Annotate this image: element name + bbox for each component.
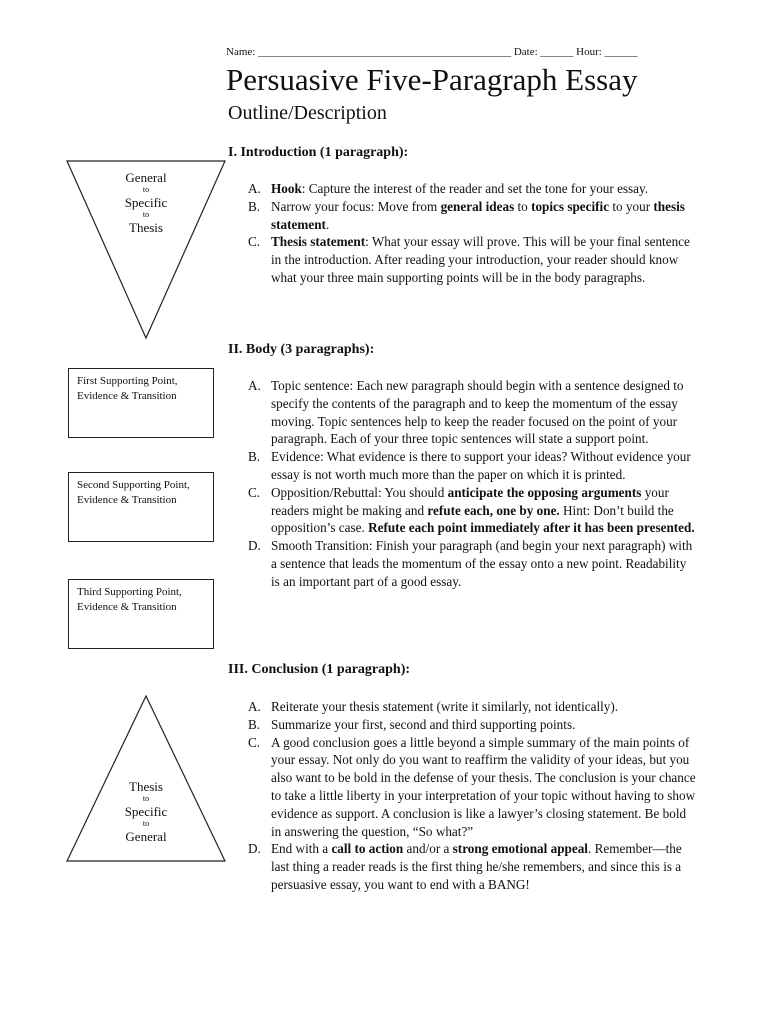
- list-item: [248, 484, 698, 537]
- page-subtitle: Outline/Description: [228, 102, 387, 124]
- list-item-text: to: [514, 198, 532, 214]
- body-list: [248, 377, 698, 591]
- list-item-bold-text: thesis statement: [271, 198, 685, 232]
- list-item-text: Topic sentence: Each new paragraph should begin with a sentence designed to specify the contents of the paragraph and to keep the momentum of the essay moving. Topic sentences help to keep the reader focused on the point of your paragraph. Each of your three topic sentences will state a support point.: [271, 378, 684, 447]
- list-item-marker: B.: [248, 449, 261, 465]
- list-item-text: Summarize your first, second and third supporting points.: [271, 716, 576, 732]
- list-item-bold-text: refute each, one by one.: [427, 502, 560, 518]
- list-item-text: and/or a: [403, 841, 453, 857]
- box-line-1: Third Supporting Point,: [77, 586, 182, 598]
- conclusion-pyramid-labels: [106, 779, 186, 844]
- list-item-bold-text: general ideas: [440, 198, 515, 214]
- conclusion-heading: III. Conclusion (1 paragraph):: [228, 662, 411, 677]
- box-line-2: Evidence & Transition: [77, 494, 177, 506]
- list-item-text: End with a: [271, 841, 332, 857]
- list-item-text: Hint: Don’t build the opposition’s case.: [271, 502, 674, 536]
- conclusion-list: [248, 698, 698, 894]
- pyramid-label-to-1: to: [142, 794, 150, 803]
- name-date-hour-line: Name: ______________________________________________ Date: ______ Hour: ______: [226, 46, 638, 58]
- list-item-text: to your: [609, 198, 654, 214]
- list-item-bold-text: anticipate the opposing arguments: [447, 484, 642, 500]
- list-item: [248, 716, 698, 734]
- list-item-text: Narrow your focus: Move from: [271, 198, 441, 214]
- list-item-marker: D.: [248, 841, 261, 857]
- list-item-bold-text: Refute each point immediately after it has been presented.: [368, 520, 695, 536]
- box-line-2: Evidence & Transition: [77, 390, 177, 402]
- pyramid-label-thesis: Thesis: [129, 779, 163, 794]
- list-item: [248, 233, 698, 286]
- list-item-marker: A.: [248, 699, 261, 714]
- list-item-text: : Capture the interest of the reader and set the tone for your essay.: [301, 181, 649, 196]
- list-item-text: : What your essay will prove. This will be your final sentence in the introduction. After reading your introduction, your reader should know what your three main supporting points will be in the body paragraphs.: [271, 234, 690, 285]
- list-item-marker: A.: [248, 378, 261, 393]
- first-supporting-point-box: [68, 368, 214, 438]
- list-item-text: your readers might be making and: [271, 484, 669, 518]
- introduction-heading: I. Introduction (1 paragraph):: [228, 145, 409, 160]
- list-item: [248, 840, 698, 893]
- list-item-text: . Remember—the last thing a reader reads is the first thing he/she remembers, and since this is a persuasive essay, you want to end with a BANG!: [271, 841, 682, 892]
- list-item-marker: C.: [248, 734, 261, 750]
- list-item-text: A good conclusion goes a little beyond a simple summary of the main points of your essay. Not only do you want to reaffirm the validity of your ideas, but you also want to be bold in the defense of your thesis. The conclusion is your chance to take a little liberty in your interpretation of your topic without having to show evidence as support. A conclusion is like a lawyer’s closing statement. Be bold in answering the question, “So what?”: [271, 734, 696, 839]
- third-supporting-point-box: [68, 579, 214, 649]
- list-item: [248, 180, 698, 198]
- second-supporting-point-box: [68, 472, 214, 542]
- list-item-text: Opposition/Rebuttal: You should: [271, 484, 448, 500]
- list-item-bold-text: topics specific: [531, 198, 610, 214]
- list-item-bold-text: strong emotional appeal: [452, 841, 588, 857]
- list-item: [248, 698, 698, 716]
- list-item-text: Evidence: What evidence is there to support your ideas? Without evidence your essay is not worth much more than the paper on which it is printed.: [271, 449, 691, 482]
- list-item-bold-text: call to action: [331, 841, 404, 857]
- list-item-marker: B.: [248, 198, 261, 214]
- pyramid-label-specific: Specific: [124, 804, 168, 819]
- list-item-text: Reiterate your thesis statement (write it similarly, not identically).: [271, 699, 619, 714]
- list-item-marker: C.: [248, 234, 261, 250]
- funnel-label-general: General: [125, 170, 167, 185]
- introduction-list: [248, 180, 698, 287]
- list-item-text: .: [325, 216, 330, 232]
- list-item-marker: C.: [248, 484, 261, 500]
- list-item-marker: D.: [248, 538, 261, 554]
- list-item-marker: B.: [248, 716, 261, 732]
- list-item-text: Smooth Transition: Finish your paragraph (and begin your next paragraph) with a sentence that leads the momentum of the essay onto a new point. Readability is an important part of a good essay.: [271, 538, 693, 589]
- body-heading: II. Body (3 paragraphs):: [228, 342, 375, 357]
- box-line-1: Second Supporting Point,: [77, 479, 190, 491]
- list-item-bold-text: Thesis statement: [271, 234, 366, 250]
- list-item: [248, 198, 698, 234]
- list-item: [248, 537, 698, 590]
- box-line-2: Evidence & Transition: [77, 601, 177, 613]
- list-item-bold-text: Hook: [271, 181, 302, 196]
- funnel-label-thesis: Thesis: [129, 220, 163, 235]
- page-title: Persuasive Five-Paragraph Essay: [226, 62, 638, 97]
- intro-funnel-labels: [106, 170, 186, 235]
- list-item-marker: A.: [248, 181, 261, 196]
- funnel-label-to-2: to: [142, 210, 150, 219]
- funnel-label-specific: Specific: [124, 195, 168, 210]
- list-item: [248, 377, 698, 448]
- box-line-1: First Supporting Point,: [77, 375, 178, 387]
- pyramid-label-to-2: to: [142, 819, 150, 828]
- list-item: [248, 448, 698, 484]
- pyramid-label-general: General: [125, 829, 167, 844]
- funnel-label-to-1: to: [142, 185, 150, 194]
- list-item: [248, 734, 698, 841]
